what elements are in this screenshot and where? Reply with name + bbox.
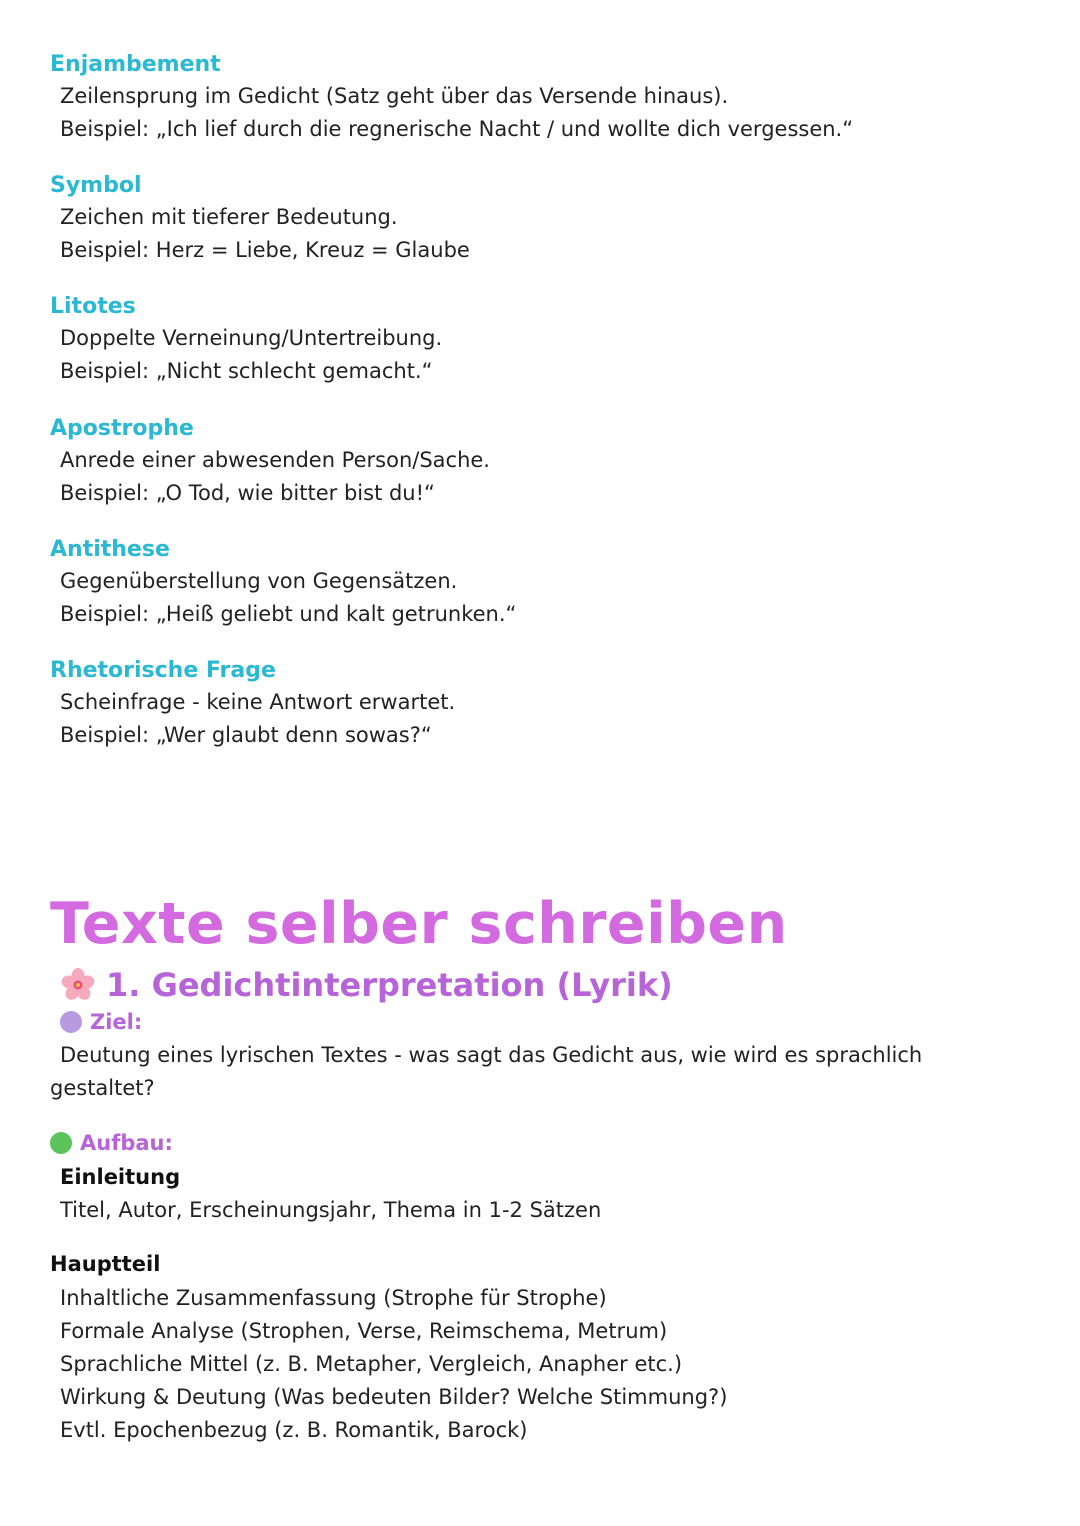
- term-example: Beispiel: „Heiß geliebt und kalt getrunken.“: [60, 602, 517, 626]
- term-symbol: [50, 171, 1030, 267]
- term-title: Symbol: [50, 173, 142, 198]
- goal-text-line2: gestaltet?: [50, 1076, 155, 1100]
- section-title: Texte selber schreiben: [50, 891, 788, 957]
- term-title: Antithese: [50, 537, 170, 562]
- flower-icon: [60, 967, 96, 1003]
- term-definition: Gegenüberstellung von Gegensätzen.: [60, 569, 458, 593]
- term-litotes: [50, 292, 1030, 388]
- term-title: Apostrophe: [50, 416, 194, 441]
- term-enjambement: [50, 50, 1030, 146]
- goal-label: Ziel:: [90, 1010, 143, 1034]
- goal-heading: [60, 1007, 142, 1037]
- structure-heading: [50, 1128, 173, 1158]
- term-title: Rhetorische Frage: [50, 658, 276, 683]
- list-item: Formale Analyse (Strophen, Verse, Reimschema, Metrum): [60, 1319, 668, 1343]
- term-apostrophe: [50, 414, 1030, 510]
- term-definition: Doppelte Verneinung/Untertreibung.: [60, 326, 443, 350]
- list-item: Inhaltliche Zusammenfassung (Strophe für Strophe): [60, 1286, 607, 1310]
- intro-heading: Einleitung: [60, 1165, 181, 1189]
- purple-dot-icon: [60, 1011, 82, 1033]
- term-antithese: [50, 535, 1030, 631]
- term-example: Beispiel: Herz = Liebe, Kreuz = Glaube: [60, 238, 470, 262]
- green-dot-icon: [50, 1132, 72, 1154]
- list-item: Wirkung & Deutung (Was bedeuten Bilder? Welche Stimmung?): [60, 1385, 728, 1409]
- intro-text: Titel, Autor, Erscheinungsjahr, Thema in 1-2 Sätzen: [60, 1198, 602, 1222]
- term-title: Enjambement: [50, 52, 221, 77]
- structure-label: Aufbau:: [80, 1131, 173, 1155]
- term-definition: Zeichen mit tieferer Bedeutung.: [60, 205, 398, 229]
- subtitle: 1. Gedichtinterpretation (Lyrik): [106, 966, 673, 1004]
- term-example: Beispiel: „Ich lief durch die regnerische Nacht / und wollte dich vergessen.“: [60, 117, 854, 141]
- term-definition: Scheinfrage - keine Antwort erwartet.: [60, 690, 456, 714]
- main-list: [60, 1282, 727, 1447]
- list-item: Evtl. Epochenbezug (z. B. Romantik, Barock): [60, 1418, 528, 1442]
- term-rhetorische-frage: [50, 656, 1030, 752]
- term-title: Litotes: [50, 294, 136, 319]
- term-example: Beispiel: „Wer glaubt denn sowas?“: [60, 723, 432, 747]
- subtitle-row: [60, 962, 673, 1008]
- goal-text-line1: Deutung eines lyrischen Textes - was sagt das Gedicht aus, wie wird es sprachlich: [60, 1043, 923, 1067]
- term-definition: Anrede einer abwesenden Person/Sache.: [60, 448, 490, 472]
- main-heading: Hauptteil: [50, 1252, 161, 1276]
- term-definition: Zeilensprung im Gedicht (Satz geht über das Versende hinaus).: [60, 84, 729, 108]
- term-example: Beispiel: „Nicht schlecht gemacht.“: [60, 359, 433, 383]
- term-example: Beispiel: „O Tod, wie bitter bist du!“: [60, 481, 435, 505]
- list-item: Sprachliche Mittel (z. B. Metapher, Vergleich, Anapher etc.): [60, 1352, 683, 1376]
